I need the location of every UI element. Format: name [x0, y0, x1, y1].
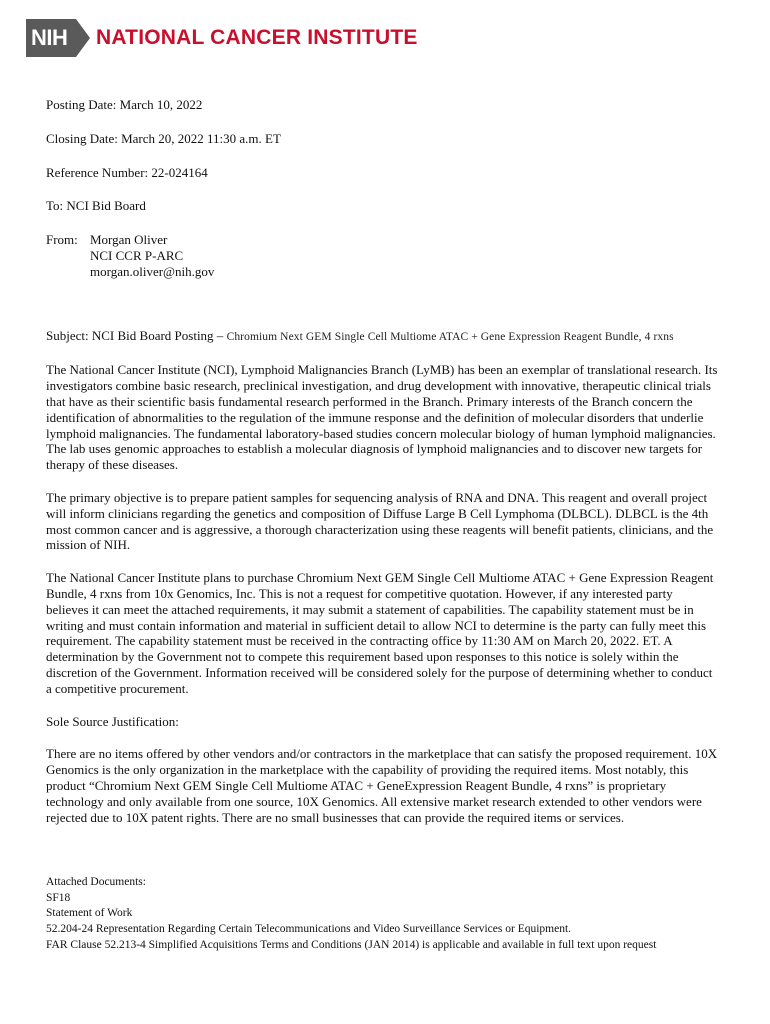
closing-date: Closing Date: March 20, 2022 11:30 a.m. ET: [46, 130, 281, 146]
from-name: Morgan Oliver: [90, 232, 168, 248]
from-org: NCI CCR P-ARC: [90, 247, 184, 263]
to-line: To: NCI Bid Board: [46, 198, 146, 214]
document-body: [46, 97, 718, 953]
paragraph-sole-source: There are no items offered by other vendors and/or contractors in the marketplace that can satisfy the proposed requirement. 10X Genomics is the only organization in the marketplace with the capability of providing the required items. Most notably, this product “Chromium Next GEM Single Cell Multiome ATAC + GeneExpression Reagent Bundle, 4 rxns” is proprietary technology and only available from one source, 10X Genomics. All extensive market research extended to other vendors were rejected due to 10X patent rights. There are no small businesses that can provide the required items or services.: [46, 746, 718, 825]
attachment-item: FAR Clause 52.213-4 Simplified Acquisitions Terms and Conditions (JAN 2014) is applicable and available in full text upon request: [46, 938, 657, 951]
attachment-item: Statement of Work: [46, 907, 133, 920]
attachment-item: SF18: [46, 891, 71, 904]
sole-source-heading: Sole Source Justification:: [46, 713, 179, 729]
from-block: [46, 232, 718, 279]
nih-logo-text: NIH: [31, 25, 68, 50]
attached-heading: Attached Documents:: [46, 876, 146, 889]
paragraph-intro: The National Cancer Institute (NCI), Lymphoid Malignancies Branch (LyMB) has been an exemplar of translational research. Its investigators combine basic research, preclinical investigation, and drug development with innovative, therapeutic clinical trials that have as their scientific basis fundamental research performed in the Branch. Primary interests of the Branch concern the identification of abnormalities to the regulation of the immune response and the definition of molecular disorders that underlie lymphoid malignancies. The fundamental laboratory-based studies concern molecular biology of human lymphoid malignancies. The lab uses genomic approaches to establish a molecular diagnosis of lymphoid malignancies and to discover new targets for therapy of these diseases.: [46, 362, 718, 473]
from-email: morgan.oliver@nih.gov: [90, 263, 215, 279]
paragraph-purchase-notice: The National Cancer Institute plans to purchase Chromium Next GEM Single Cell Multiome ATAC + Gene Expression Reagent Bundle, 4 rxns from 10x Genomics, Inc. This is not a request for competitive quotation. However, if any interested party believes it can meet the attached requirements, it may submit a statement of capabilities. The capability statement must be in writing and must contain information and material in sufficient detail to allow NCI to determine is the party can fully meet this requirement. The capability statement must be received in the contracting office by 11:30 AM on March 20, 2022. ET. A determination by the Government not to compete this requirement based upon responses to this notice is solely within the discretion of the Government. Information received will be considered solely for the purpose of determining whether to conduct a competitive procurement.: [46, 570, 714, 696]
from-label: From:: [46, 232, 78, 248]
subject-line: [46, 328, 718, 346]
posting-date: Posting Date: March 10, 2022: [46, 97, 203, 112]
attached-documents: [46, 875, 718, 953]
attachment-item: 52.204-24 Representation Regarding Certain Telecommunications and Video Surveillance Services or Equipment.: [46, 923, 572, 936]
subject-lead: Subject: NCI Bid Board Posting –: [46, 327, 227, 343]
paragraph-objective: The primary objective is to prepare patient samples for sequencing analysis of RNA and DNA. This reagent and overall project will inform clinicians regarding the genetics and composition of Diffuse Large B Cell Lymphoma (DLBCL). DLBCL is the 4th most common cancer and is aggressive, a thorough characterization using these reagents will benefit patients, clinicians, and the mission of NIH.: [46, 489, 714, 553]
reference-number: Reference Number: 22-024164: [46, 164, 208, 180]
subject-title: Chromium Next GEM Single Cell Multiome ATAC + Gene Expression Reagent Bundle, 4 rxns: [226, 330, 674, 343]
letterhead: [26, 18, 418, 58]
nih-logo: [26, 19, 90, 57]
institute-name: NATIONAL CANCER INSTITUTE: [96, 25, 418, 49]
